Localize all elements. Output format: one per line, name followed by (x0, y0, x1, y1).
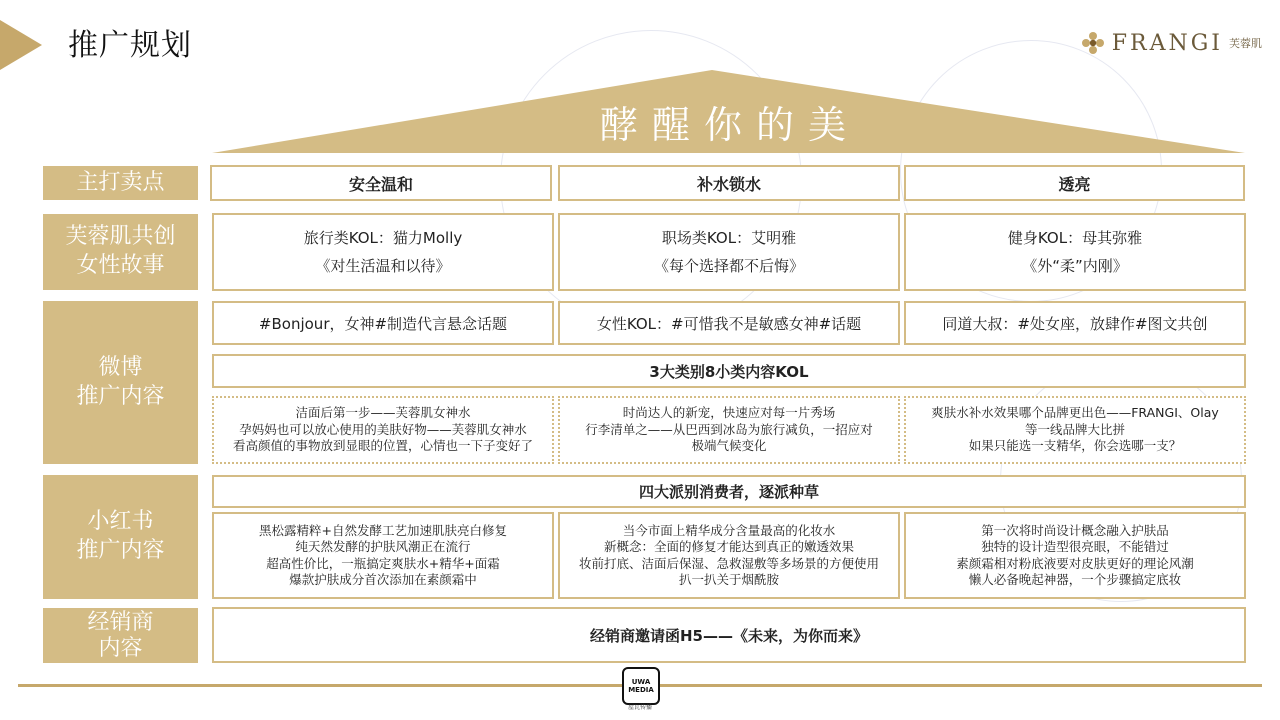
content-line: 看高颜值的事物放到显眼的位置，心情也一下子变好了 (232, 438, 533, 454)
selling-point-text: 安全温和 (348, 174, 413, 194)
page-title: 推广规划 (68, 28, 192, 63)
story-title: 《对生活温和以待》 (315, 257, 451, 275)
story-cell (904, 213, 1246, 291)
story-cell (212, 213, 554, 291)
row-label-text: 小红书 (87, 509, 154, 535)
weibo-banner-text: 3大类别8小类内容KOL (649, 362, 809, 381)
content-line: 行李清单之——从巴西到冰岛为旅行减负，一招应对 (585, 421, 873, 437)
story-title: 《外“柔”内刚》 (1022, 257, 1128, 275)
selling-point-cell (558, 165, 900, 201)
content-line: 极端气候变化 (691, 438, 767, 454)
theme-slogan: 酵醒你的美 (599, 103, 860, 147)
kol-name: 旅行类KOL：猫力Molly (303, 229, 463, 247)
logo-text: MEDIA (628, 686, 654, 694)
content-line: 扒一扒关于烟酰胺 (678, 571, 779, 587)
weibo-content-cell (558, 396, 900, 464)
content-line: 懒人必备晚起神器，一个步骤搞定底妆 (968, 571, 1182, 587)
dealer-cell (212, 607, 1246, 663)
content-line: 黑松露精粹+自然发酵工艺加速肌肤亮白修复 (259, 523, 507, 538)
xiaohongshu-content-cell (558, 512, 900, 599)
row-label-text: 内容 (98, 635, 143, 661)
weibo-topic-cell (904, 301, 1246, 345)
weibo-topic: 女性KOL：#可惜我不是敏感女神#话题 (596, 314, 862, 333)
content-line: 如果只能选一支精华，你会选哪一支？ (968, 438, 1182, 454)
content-line: 洁面后第一步——芙蓉肌女神水 (295, 404, 471, 420)
story-title: 《每个选择都不后悔》 (653, 257, 804, 275)
weibo-topic: 同道大叔：#处女座，放肆作#图文共创 (942, 314, 1208, 333)
content-line: 新概念：全面的修复才能达到真正的嫩透效果 (603, 539, 854, 555)
row-label-weibo (43, 301, 198, 464)
dealer-cell-text: 经销商邀请函H5——《未来，为你而来》 (590, 626, 868, 645)
xiaohongshu-content-cell (904, 512, 1246, 599)
logo-text: UWA (631, 678, 651, 686)
content-line: 爆款护肤成分首次添加在素颜霜中 (289, 571, 477, 587)
weibo-content-cell (904, 396, 1246, 464)
row-label-text: 芙蓉肌共创 (65, 224, 176, 250)
xiaohongshu-banner-text: 四大派别消费者，逐派种草 (638, 483, 819, 501)
content-line: 超高性价比，一瓶搞定爽肤水+精华+面霜 (266, 555, 500, 571)
content-line: 当今市面上精华成分含量最高的化妆水 (622, 523, 836, 538)
content-line: 孕妈妈也可以放心使用的美肤好物——芙蓉肌女神水 (239, 421, 527, 437)
uwa-media-logo (622, 667, 660, 705)
weibo-topic-cell (212, 301, 554, 345)
content-line: 第一次将时尚设计概念融入护肤品 (981, 523, 1169, 538)
selling-point-text: 透亮 (1058, 174, 1091, 194)
selling-point-text: 补水锁水 (696, 174, 761, 194)
content-line: 时尚达人的新宠，快速应对每一片秀场 (622, 404, 836, 420)
row-label-dealer (43, 608, 198, 663)
content-line: 爽肤水补水效果哪个品牌更出色——FRANGI、Olay (931, 404, 1219, 420)
row-label-text: 推广内容 (76, 383, 165, 409)
xiaohongshu-banner (212, 475, 1246, 508)
row-label-xiaohongshu (43, 475, 198, 599)
selling-point-cell (210, 165, 552, 201)
row-label-text: 主打卖点 (76, 169, 165, 195)
row-label-story (43, 214, 198, 290)
xiaohongshu-content-cell (212, 512, 554, 599)
kol-name: 职场类KOL：艾明雅 (661, 229, 797, 247)
kol-name: 健身KOL：母其弥雅 (1007, 229, 1143, 247)
logo-caption: 屋瓦传播 (627, 704, 652, 711)
content-line: 纯天然发酵的护肤风潮正在流行 (295, 539, 471, 555)
content-line: 妆前打底、洁面后保湿、急救湿敷等多场景的方便使用 (578, 555, 879, 571)
content-line: 素颜霜相对粉底液要对皮肤更好的理论风潮 (956, 555, 1194, 571)
selling-point-cell (904, 165, 1245, 201)
row-label-text: 推广内容 (76, 538, 165, 563)
row-label-selling-points (43, 166, 198, 200)
weibo-content-cell (212, 396, 554, 464)
brand-name: FRANGI (1111, 30, 1223, 56)
weibo-topic: #Bonjour，女神#制造代言悬念话题 (258, 314, 508, 333)
weibo-topic-cell (558, 301, 900, 345)
story-cell (558, 213, 900, 291)
row-label-text: 经销商 (87, 610, 154, 636)
row-label-text: 女性故事 (76, 253, 165, 278)
content-line: 等一线品牌大比拼 (1024, 421, 1125, 437)
content-line: 独特的设计造型很亮眼，不能错过 (981, 539, 1169, 555)
row-label-text: 微博 (98, 354, 143, 380)
weibo-banner (212, 354, 1246, 388)
brand-cn-name: 芙蓉肌 (1229, 37, 1262, 50)
